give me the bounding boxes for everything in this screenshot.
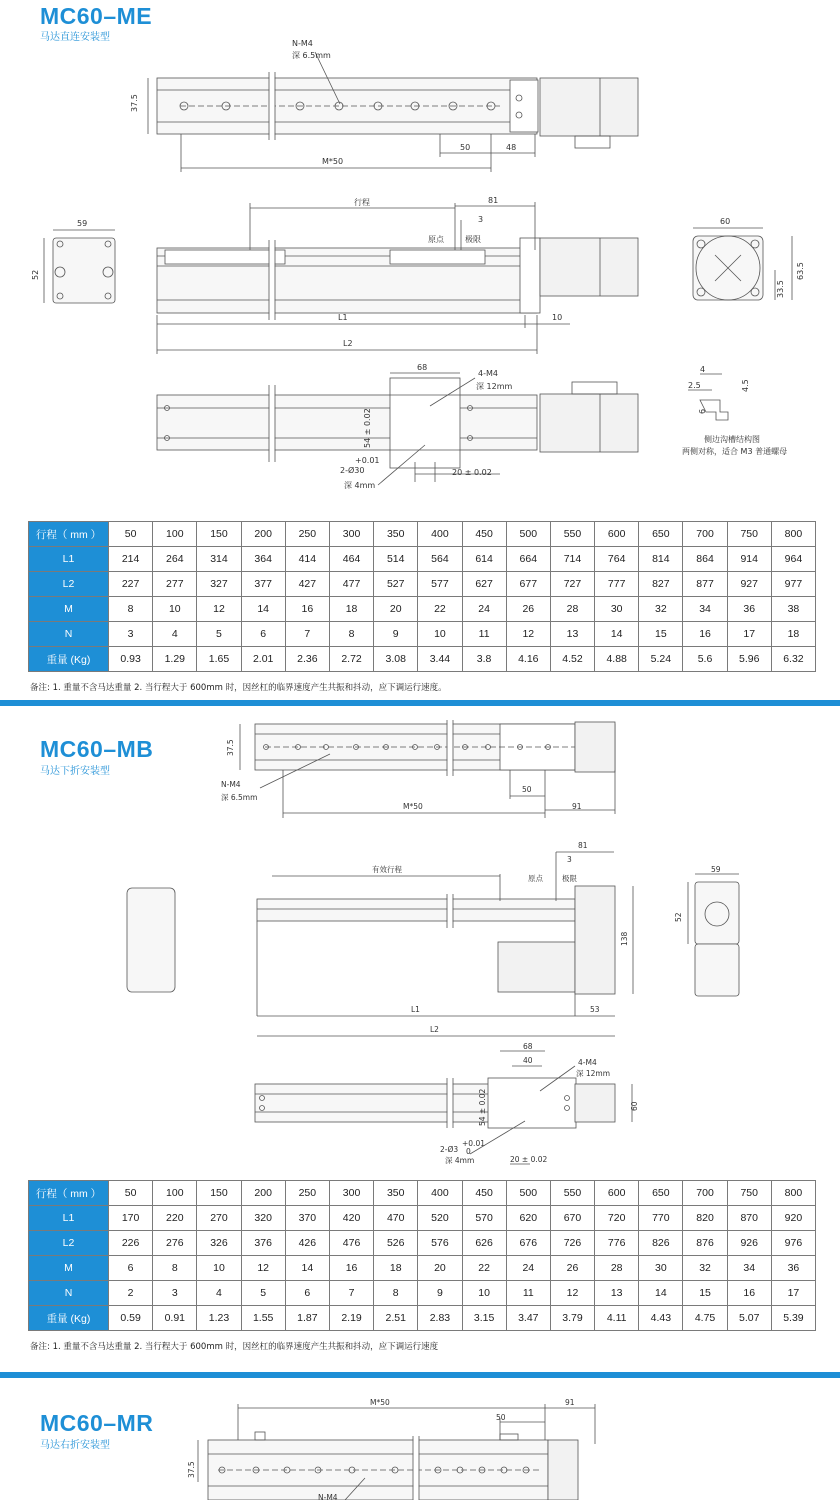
- label-nm4: N-M4: [318, 1493, 338, 1500]
- table-cell: 22: [462, 1256, 506, 1281]
- table-cell: 300: [329, 1181, 373, 1206]
- table-cell: 5.96: [727, 647, 771, 672]
- table-row: [29, 1206, 816, 1231]
- table-cell: 26: [550, 1256, 594, 1281]
- table-cell: 4.75: [683, 1306, 727, 1331]
- table-row: [29, 547, 816, 572]
- table-cell: 264: [153, 547, 197, 572]
- row-header: 行程（ mm ）: [29, 1181, 109, 1206]
- dim-48: 48: [506, 143, 517, 152]
- table-cell: 2.36: [285, 647, 329, 672]
- table-cell: 514: [374, 547, 418, 572]
- dim-m50: M*50: [370, 1398, 390, 1407]
- table-cell: 150: [197, 522, 241, 547]
- table-cell: 10: [153, 597, 197, 622]
- table-cell: 400: [418, 1181, 462, 1206]
- label-limit: 极限: [465, 235, 481, 244]
- table-cell: 276: [153, 1231, 197, 1256]
- groove-caption-1: 侧边沟槽结构图: [704, 435, 760, 444]
- dim-l1: L1: [411, 1005, 420, 1014]
- spec-table-mc60-me: [28, 521, 816, 672]
- table-cell: 15: [639, 622, 683, 647]
- table-cell: 50: [109, 1181, 153, 1206]
- table-cell: 18: [329, 597, 373, 622]
- table-cell: 614: [462, 547, 506, 572]
- table-cell: 2: [109, 1281, 153, 1306]
- dim-50: 50: [522, 785, 532, 794]
- table-cell: 377: [241, 572, 285, 597]
- table-cell: 714: [550, 547, 594, 572]
- table-cell: 964: [771, 547, 815, 572]
- table-cell: 100: [153, 522, 197, 547]
- label-nm4: N-M4: [292, 39, 313, 48]
- table-cell: 420: [329, 1206, 373, 1231]
- table-cell: 24: [506, 1256, 550, 1281]
- section-mc60-mr: [0, 1378, 840, 1500]
- table-cell: 11: [506, 1281, 550, 1306]
- table-cell: 3.8: [462, 647, 506, 672]
- table-row: [29, 572, 816, 597]
- table-cell: 12: [506, 622, 550, 647]
- table-cell: 277: [153, 572, 197, 597]
- table-cell: 18: [374, 1256, 418, 1281]
- section-mc60-me: [0, 0, 840, 700]
- dim-10: 10: [552, 313, 563, 322]
- table-cell: 520: [418, 1206, 462, 1231]
- groove-caption-2: 两侧对称，适合 M3 普通螺母: [682, 447, 788, 456]
- table-cell: 527: [374, 572, 418, 597]
- table-cell: 36: [771, 1256, 815, 1281]
- row-header: L2: [29, 572, 109, 597]
- table-cell: 30: [595, 597, 639, 622]
- label-deep-12: 深 12mm: [576, 1069, 611, 1078]
- table-cell: 9: [418, 1281, 462, 1306]
- table-cell: 6: [109, 1256, 153, 1281]
- table-cell: 526: [374, 1231, 418, 1256]
- table-cell: 28: [550, 597, 594, 622]
- table-row: [29, 1231, 816, 1256]
- table-cell: 2.19: [329, 1306, 373, 1331]
- table-cell: 677: [506, 572, 550, 597]
- dim-travel: 有效行程: [372, 865, 402, 874]
- table-cell: 10: [197, 1256, 241, 1281]
- table-cell: 7: [285, 622, 329, 647]
- table-cell: 400: [418, 522, 462, 547]
- table-cell: 627: [462, 572, 506, 597]
- table-cell: 5.24: [639, 647, 683, 672]
- table-cell: 13: [550, 622, 594, 647]
- table-cell: 0.91: [153, 1306, 197, 1331]
- table-cell: 8: [153, 1256, 197, 1281]
- table-cell: 426: [285, 1231, 329, 1256]
- table-cell: 876: [683, 1231, 727, 1256]
- dim-m50: M*50: [322, 157, 344, 166]
- dim-52: 52: [31, 269, 40, 280]
- table-cell: 464: [329, 547, 373, 572]
- table-cell: 5.39: [771, 1306, 815, 1331]
- table-cell: 2.83: [418, 1306, 462, 1331]
- table-cell: 300: [329, 522, 373, 547]
- table-cell: 926: [727, 1231, 771, 1256]
- table-cell: 3.44: [418, 647, 462, 672]
- table-cell: 2.51: [374, 1306, 418, 1331]
- table-cell: 250: [285, 522, 329, 547]
- dim-l2: L2: [343, 339, 353, 348]
- table-cell: 30: [639, 1256, 683, 1281]
- dim-37-5: 37.5: [187, 1461, 196, 1478]
- label-tolerance-upper: +0.01: [462, 1139, 485, 1148]
- row-header: N: [29, 622, 109, 647]
- table-cell: 15: [683, 1281, 727, 1306]
- dim-91: 91: [572, 802, 582, 811]
- table-cell: 877: [683, 572, 727, 597]
- table-cell: 2.01: [241, 647, 285, 672]
- table-cell: 3.08: [374, 647, 418, 672]
- table-cell: 770: [639, 1206, 683, 1231]
- table-row: [29, 1181, 816, 1206]
- label-origin: 原点: [428, 235, 444, 244]
- row-header: N: [29, 1281, 109, 1306]
- table-cell: 12: [197, 597, 241, 622]
- label-deep-4: 深 4mm: [344, 481, 376, 490]
- table-cell: 4: [197, 1281, 241, 1306]
- table-cell: 50: [109, 522, 153, 547]
- table-cell: 470: [374, 1206, 418, 1231]
- table-cell: 500: [506, 1181, 550, 1206]
- label-tolerance: +0.01: [355, 456, 380, 465]
- model-subtitle: 马达直连安装型: [40, 32, 110, 43]
- table-cell: 450: [462, 522, 506, 547]
- table-cell: 8: [329, 622, 373, 647]
- dim-54: 54 ± 0.02: [478, 1088, 487, 1126]
- table-cell: 10: [418, 622, 462, 647]
- table-cell: 827: [639, 572, 683, 597]
- dim-37-5: 37.5: [130, 94, 139, 112]
- table-cell: 320: [241, 1206, 285, 1231]
- model-subtitle: 马达右折安装型: [40, 1440, 110, 1451]
- table-cell: 864: [683, 547, 727, 572]
- table-cell: 32: [639, 597, 683, 622]
- table-cell: 776: [595, 1231, 639, 1256]
- table-cell: 20: [418, 1256, 462, 1281]
- table-cell: 750: [727, 522, 771, 547]
- dim-60: 60: [720, 217, 731, 226]
- table-cell: 600: [595, 1181, 639, 1206]
- table-cell: 214: [109, 547, 153, 572]
- table-cell: 3.15: [462, 1306, 506, 1331]
- table-cell: 2.72: [329, 647, 373, 672]
- table-cell: 650: [639, 522, 683, 547]
- table-cell: 676: [506, 1231, 550, 1256]
- groove-dim-2-5: 2.5: [688, 381, 701, 390]
- table-cell: 13: [595, 1281, 639, 1306]
- drawing-mc60-me: [0, 0, 840, 510]
- table-cell: 826: [639, 1231, 683, 1256]
- table-cell: 34: [683, 597, 727, 622]
- table-cell: 220: [153, 1206, 197, 1231]
- table-cell: 16: [329, 1256, 373, 1281]
- table-cell: 12: [241, 1256, 285, 1281]
- table-cell: 12: [550, 1281, 594, 1306]
- table-cell: 927: [727, 572, 771, 597]
- label-limit: 极限: [562, 874, 577, 883]
- table-cell: 170: [109, 1206, 153, 1231]
- row-header: L1: [29, 1206, 109, 1231]
- table-cell: 17: [727, 622, 771, 647]
- table-cell: 6: [241, 622, 285, 647]
- table-cell: 226: [109, 1231, 153, 1256]
- row-header: L2: [29, 1231, 109, 1256]
- table-cell: 17: [771, 1281, 815, 1306]
- table-cell: 1.23: [197, 1306, 241, 1331]
- row-header: M: [29, 1256, 109, 1281]
- section-mc60-mb: [0, 706, 840, 1372]
- table-cell: 14: [639, 1281, 683, 1306]
- row-header: M: [29, 597, 109, 622]
- table-cell: 1.65: [197, 647, 241, 672]
- table-cell: 726: [550, 1231, 594, 1256]
- table-cell: 227: [109, 572, 153, 597]
- table-cell: 20: [374, 597, 418, 622]
- dim-3: 3: [567, 855, 572, 864]
- dim-59: 59: [77, 219, 88, 228]
- row-header: 重量 (Kg): [29, 647, 109, 672]
- table-cell: 3: [153, 1281, 197, 1306]
- table-cell: 764: [595, 547, 639, 572]
- table-cell: 11: [462, 622, 506, 647]
- label-deep-4: 深 4mm: [445, 1156, 475, 1165]
- dim-20: 20 ± 0.02: [510, 1155, 548, 1164]
- dim-60: 60: [630, 1101, 639, 1111]
- table-cell: 664: [506, 547, 550, 572]
- table-cell: 5.6: [683, 647, 727, 672]
- table-row: [29, 647, 816, 672]
- table-cell: 700: [683, 1181, 727, 1206]
- table-cell: 364: [241, 547, 285, 572]
- label-hole: 2-Ø3: [440, 1145, 459, 1154]
- table-cell: 914: [727, 547, 771, 572]
- table-cell: 5.07: [727, 1306, 771, 1331]
- label-hole: 2-Ø30: [340, 466, 365, 475]
- label-nm4: N-M4: [221, 780, 241, 789]
- table-cell: 5: [197, 622, 241, 647]
- dim-52: 52: [674, 912, 683, 922]
- dim-81: 81: [578, 841, 588, 850]
- table-cell: 28: [595, 1256, 639, 1281]
- table-cell: 200: [241, 522, 285, 547]
- table-cell: 750: [727, 1181, 771, 1206]
- table-cell: 476: [329, 1231, 373, 1256]
- table-cell: 32: [683, 1256, 727, 1281]
- table-cell: 38: [771, 597, 815, 622]
- drawing-mc60-mb: [0, 706, 840, 1176]
- table-cell: 4.11: [595, 1306, 639, 1331]
- dim-37-5: 37.5: [226, 739, 235, 756]
- table-cell: 727: [550, 572, 594, 597]
- table-cell: 0.93: [109, 647, 153, 672]
- table-cell: 427: [285, 572, 329, 597]
- table-cell: 327: [197, 572, 241, 597]
- label-4-m4: 4-M4: [478, 369, 498, 378]
- table-cell: 270: [197, 1206, 241, 1231]
- dim-l2: L2: [430, 1025, 439, 1034]
- table-cell: 8: [109, 597, 153, 622]
- table-cell: 4.43: [639, 1306, 683, 1331]
- dim-68: 68: [417, 363, 428, 372]
- dim-63-5: 63.5: [796, 262, 805, 280]
- groove-dim-4-5: 4.5: [741, 379, 750, 392]
- dim-travel: 行程: [354, 198, 370, 207]
- table-cell: 414: [285, 547, 329, 572]
- table-cell: 3: [109, 622, 153, 647]
- dim-m50: M*50: [403, 802, 423, 811]
- table-row: [29, 597, 816, 622]
- label-deep-12: 深 12mm: [476, 382, 513, 391]
- label-origin: 原点: [528, 874, 543, 883]
- table-cell: 626: [462, 1231, 506, 1256]
- table-cell: 450: [462, 1181, 506, 1206]
- table-cell: 18: [771, 622, 815, 647]
- table-cell: 6: [285, 1281, 329, 1306]
- table-cell: 350: [374, 1181, 418, 1206]
- table-cell: 34: [727, 1256, 771, 1281]
- table-cell: 4: [153, 622, 197, 647]
- table-cell: 1.29: [153, 647, 197, 672]
- dim-20: 20 ± 0.02: [452, 468, 492, 477]
- table-cell: 650: [639, 1181, 683, 1206]
- table-cell: 920: [771, 1206, 815, 1231]
- table-cell: 600: [595, 522, 639, 547]
- label-4-m4: 4-M4: [578, 1058, 597, 1067]
- table-note: 备注: 1. 重量不含马达重量 2. 当行程大于 600mm 时，因丝杠的临界速度产生共振和抖动，应下调运行速度: [30, 1342, 439, 1352]
- table-cell: 14: [595, 622, 639, 647]
- table-cell: 10: [462, 1281, 506, 1306]
- table-cell: 550: [550, 522, 594, 547]
- table-row: [29, 1306, 816, 1331]
- table-cell: 26: [506, 597, 550, 622]
- table-cell: 577: [418, 572, 462, 597]
- model-title: MC60–ME: [40, 3, 153, 29]
- table-cell: 326: [197, 1231, 241, 1256]
- table-cell: 36: [727, 597, 771, 622]
- dim-91: 91: [565, 1398, 575, 1407]
- groove-dim-4: 4: [700, 365, 706, 374]
- table-cell: 6.32: [771, 647, 815, 672]
- table-cell: 1.87: [285, 1306, 329, 1331]
- table-cell: 200: [241, 1181, 285, 1206]
- table-cell: 24: [462, 597, 506, 622]
- dim-54: 54 ± 0.02: [363, 408, 372, 448]
- table-cell: 22: [418, 597, 462, 622]
- table-cell: 16: [683, 622, 727, 647]
- dim-68: 68: [523, 1042, 533, 1051]
- table-cell: 477: [329, 572, 373, 597]
- table-note: 备注: 1. 重量不含马达重量 2. 当行程大于 600mm 时，因丝杠的临界速度产生共振和抖动，应下调运行速度。: [30, 683, 447, 693]
- spec-table-mc60-mb: [28, 1180, 816, 1331]
- row-header: 行程（ mm ）: [29, 522, 109, 547]
- table-cell: 550: [550, 1181, 594, 1206]
- model-title: MC60–MR: [40, 1410, 154, 1436]
- row-header: L1: [29, 547, 109, 572]
- table-cell: 976: [771, 1231, 815, 1256]
- table-row: [29, 522, 816, 547]
- dim-50: 50: [496, 1413, 506, 1422]
- table-cell: 670: [550, 1206, 594, 1231]
- model-subtitle: 马达下折安装型: [40, 766, 110, 777]
- table-cell: 14: [285, 1256, 329, 1281]
- model-title: MC60–MB: [40, 736, 154, 762]
- table-cell: 820: [683, 1206, 727, 1231]
- table-cell: 9: [374, 622, 418, 647]
- label-tolerance-lower: 0: [466, 1147, 471, 1156]
- table-cell: 870: [727, 1206, 771, 1231]
- dim-53: 53: [590, 1005, 600, 1014]
- table-cell: 0.59: [109, 1306, 153, 1331]
- table-cell: 800: [771, 522, 815, 547]
- table-cell: 4.52: [550, 647, 594, 672]
- dim-138: 138: [620, 931, 629, 946]
- table-cell: 7: [329, 1281, 373, 1306]
- table-cell: 800: [771, 1181, 815, 1206]
- dim-33-5: 33.5: [776, 280, 785, 298]
- table-cell: 576: [418, 1231, 462, 1256]
- drawing-mc60-mr: [0, 1378, 840, 1500]
- row-header: 重量 (Kg): [29, 1306, 109, 1331]
- table-cell: 376: [241, 1231, 285, 1256]
- table-row: [29, 1281, 816, 1306]
- table-cell: 314: [197, 547, 241, 572]
- dim-50: 50: [460, 143, 471, 152]
- table-cell: 8: [374, 1281, 418, 1306]
- table-cell: 620: [506, 1206, 550, 1231]
- table-cell: 14: [241, 597, 285, 622]
- table-cell: 4.16: [506, 647, 550, 672]
- dim-40: 40: [523, 1056, 533, 1065]
- table-cell: 777: [595, 572, 639, 597]
- label-deep: 深 6.5mm: [221, 793, 258, 802]
- table-cell: 16: [285, 597, 329, 622]
- dim-81: 81: [488, 196, 499, 205]
- table-cell: 5: [241, 1281, 285, 1306]
- groove-dim-6: 6: [698, 408, 707, 414]
- table-cell: 3.79: [550, 1306, 594, 1331]
- table-cell: 720: [595, 1206, 639, 1231]
- table-cell: 977: [771, 572, 815, 597]
- table-cell: 700: [683, 522, 727, 547]
- table-cell: 250: [285, 1181, 329, 1206]
- dim-3: 3: [478, 215, 484, 224]
- table-cell: 370: [285, 1206, 329, 1231]
- table-cell: 3.47: [506, 1306, 550, 1331]
- table-cell: 1.55: [241, 1306, 285, 1331]
- table-cell: 814: [639, 547, 683, 572]
- table-cell: 4.88: [595, 647, 639, 672]
- table-cell: 150: [197, 1181, 241, 1206]
- table-cell: 350: [374, 522, 418, 547]
- dim-59: 59: [711, 865, 721, 874]
- table-cell: 570: [462, 1206, 506, 1231]
- table-row: [29, 1256, 816, 1281]
- table-row: [29, 622, 816, 647]
- table-cell: 16: [727, 1281, 771, 1306]
- table-cell: 500: [506, 522, 550, 547]
- dim-l1: L1: [338, 313, 348, 322]
- label-deep: 深 6.5mm: [292, 51, 331, 60]
- table-cell: 100: [153, 1181, 197, 1206]
- table-cell: 564: [418, 547, 462, 572]
